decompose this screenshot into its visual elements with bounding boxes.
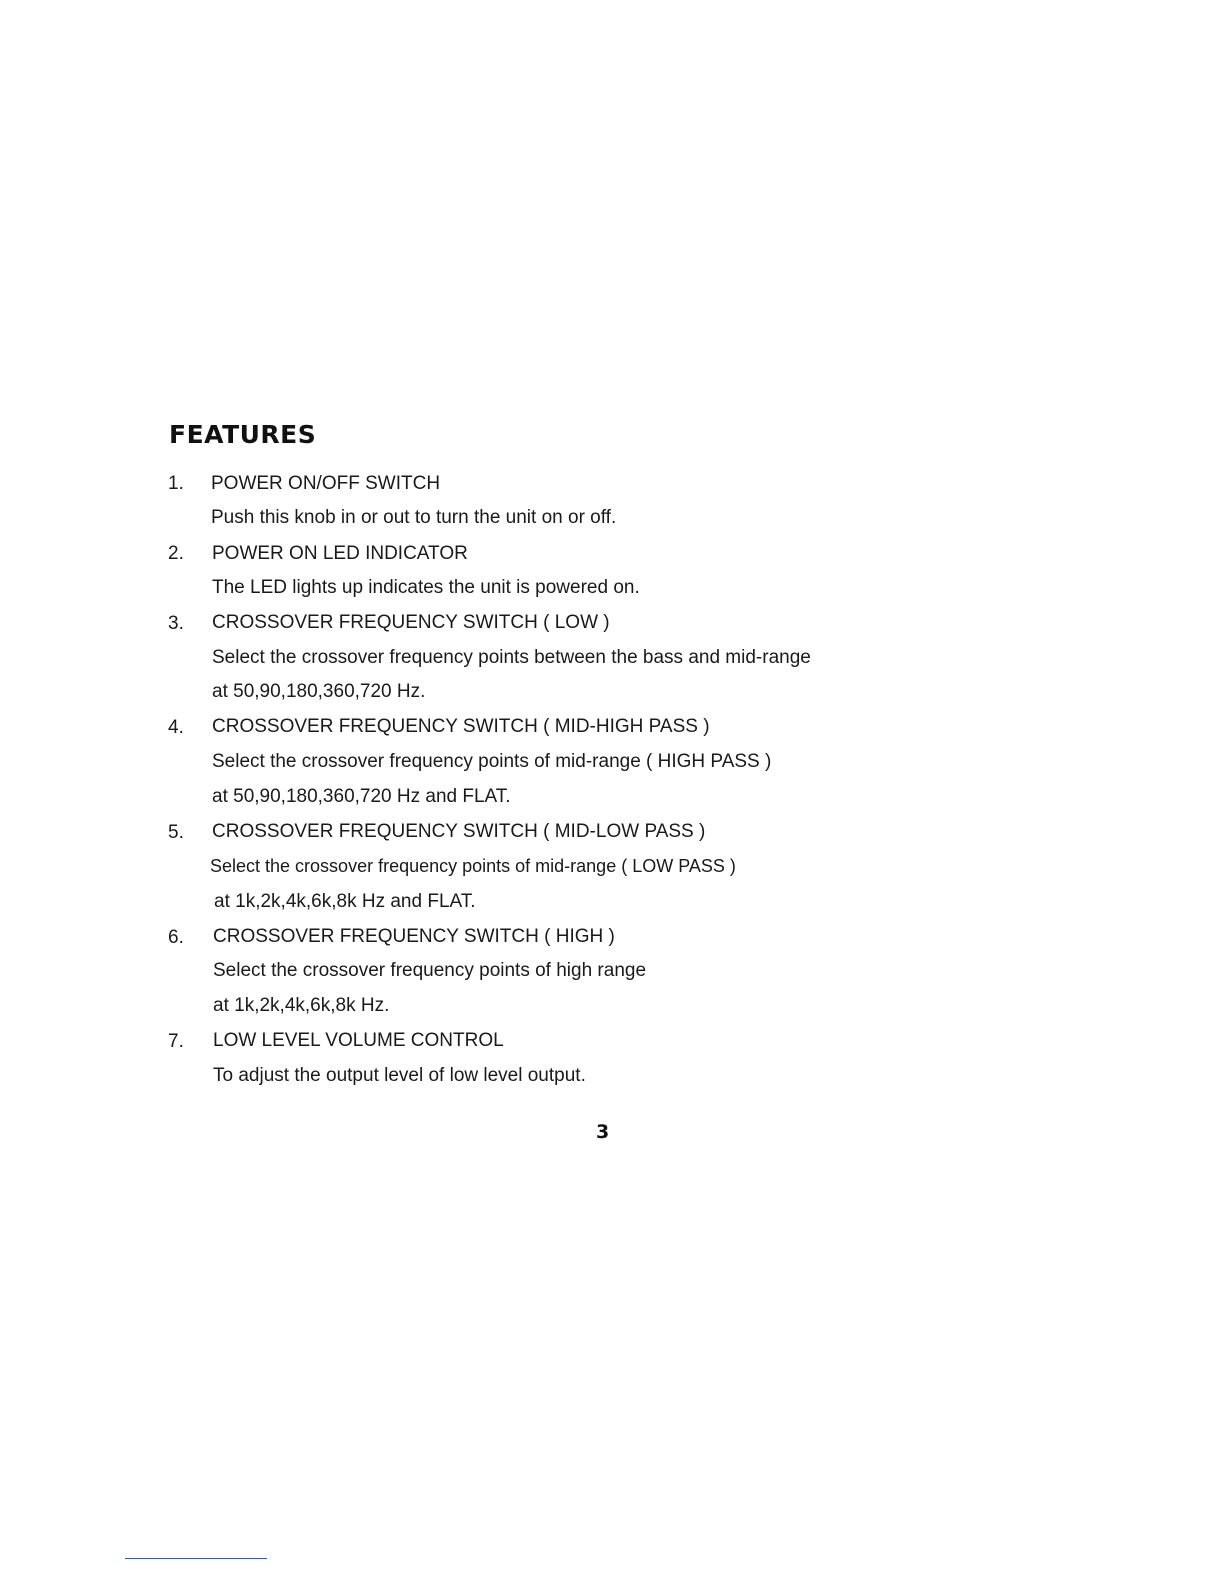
item-7-number: 7. [168, 1031, 184, 1052]
item-3-description-line-1: Select the crossover frequency points between the bass and mid-range [212, 647, 811, 668]
footnote-rule [125, 1558, 267, 1559]
item-2-description: The LED lights up indicates the unit is powered on. [212, 577, 640, 598]
item-3-title: CROSSOVER FREQUENCY SWITCH ( LOW ) [212, 612, 610, 633]
item-5-number: 5. [168, 822, 184, 843]
section-heading: FEATURES [169, 420, 317, 449]
item-6-description-line-2: at 1k,2k,4k,6k,8k Hz. [213, 995, 390, 1016]
item-5-description-line-2: at 1k,2k,4k,6k,8k Hz and FLAT. [214, 891, 476, 912]
item-4-number: 4. [168, 717, 184, 738]
item-6-number: 6. [168, 927, 184, 948]
item-6-title: CROSSOVER FREQUENCY SWITCH ( HIGH ) [213, 926, 615, 947]
item-1-description: Push this knob in or out to turn the unit on or off. [211, 507, 617, 528]
item-3-number: 3. [168, 613, 184, 634]
item-4-description-line-2: at 50,90,180,360,720 Hz and FLAT. [212, 786, 511, 807]
item-4-description-line-1: Select the crossover frequency points of mid-range ( HIGH PASS ) [212, 751, 772, 772]
item-1-title: POWER ON/OFF SWITCH [211, 473, 441, 494]
item-2-title: POWER ON LED INDICATOR [212, 543, 468, 564]
item-2-number: 2. [168, 543, 184, 564]
item-5-title: CROSSOVER FREQUENCY SWITCH ( MID-LOW PASS ) [212, 821, 706, 842]
page-number: 3 [596, 1121, 610, 1143]
item-3-description-line-2: at 50,90,180,360,720 Hz. [212, 681, 426, 702]
item-5-description-line-1: Select the crossover frequency points of mid-range ( LOW PASS ) [210, 856, 736, 876]
item-6-description-line-1: Select the crossover frequency points of high range [213, 960, 647, 981]
item-4-title: CROSSOVER FREQUENCY SWITCH ( MID-HIGH PASS ) [212, 716, 710, 737]
item-1-number: 1. [168, 473, 184, 494]
item-7-description: To adjust the output level of low level output. [213, 1065, 586, 1086]
item-7-title: LOW LEVEL VOLUME CONTROL [213, 1030, 504, 1051]
